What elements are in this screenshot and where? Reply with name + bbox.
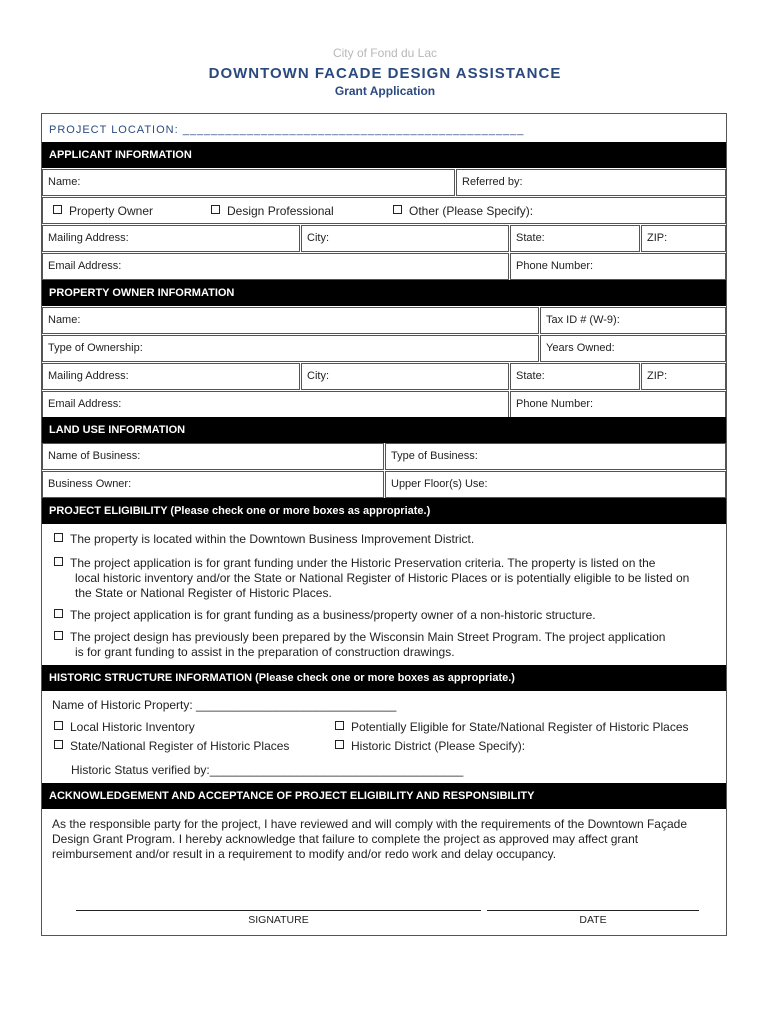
potentially-eligible-option[interactable]: Potentially Eligible for State/National Register of Historic Places — [335, 720, 689, 734]
owner-years-owned-field[interactable]: Years Owned: — [540, 335, 726, 362]
owner-zip-field[interactable]: ZIP: — [641, 363, 726, 390]
checkbox-icon — [54, 721, 63, 730]
owner-state-field[interactable]: State: — [510, 363, 640, 390]
applicant-email-field[interactable]: Email Address: — [42, 253, 509, 280]
checkbox-icon — [54, 533, 63, 542]
local-historic-inventory-option[interactable]: Local Historic Inventory — [54, 720, 195, 734]
applicant-name-field[interactable]: Name: — [42, 169, 455, 196]
applicant-referred-by-field[interactable]: Referred by: — [456, 169, 726, 196]
property-owner-option[interactable]: Property Owner — [53, 204, 153, 218]
historic-property-name-field[interactable]: Name of Historic Property: ______________________________ — [52, 698, 397, 712]
date-label: DATE — [579, 914, 607, 926]
checkbox-icon — [54, 609, 63, 618]
eligibility-section-header: PROJECT ELIGIBILITY (Please check one or more boxes as appropriate.) — [42, 498, 726, 524]
checkbox-icon — [53, 205, 62, 214]
project-location-field[interactable]: PROJECT LOCATION: ________________________________________________ — [49, 124, 525, 136]
grant-application-form — [41, 113, 727, 936]
city-name: City of Fond du Lac — [332, 46, 438, 60]
owner-name-field[interactable]: Name: — [42, 307, 539, 334]
form-subtitle: Grant Application — [334, 84, 436, 98]
checkbox-icon — [54, 557, 63, 566]
eligibility-item[interactable]: The project application is for grant funding under the Historic Preservation criteria. The property is listed on the local historic inventory and/or the State or National Register of Historic Places or is potentially eligible to be listed on the State or National Register of Historic Places. — [54, 556, 724, 601]
owner-ownership-type-field[interactable]: Type of Ownership: — [42, 335, 539, 362]
applicant-type-row — [42, 197, 726, 224]
form-title: DOWNTOWN FACADE DESIGN ASSISTANCE — [208, 65, 562, 82]
owner-email-field[interactable]: Email Address: — [42, 391, 509, 418]
owner-phone-field[interactable]: Phone Number: — [510, 391, 726, 418]
historic-status-verified-field[interactable]: Historic Status verified by:______________________________________ — [71, 763, 464, 777]
historic-section-header: HISTORIC STRUCTURE INFORMATION (Please check one or more boxes as appropriate.) — [42, 665, 726, 691]
eligibility-item[interactable]: The project design has previously been prepared by the Wisconsin Main Street Program. The project application is for grant funding to assist in the preparation of construction drawings. — [54, 630, 724, 660]
acknowledgement-section-header: ACKNOWLEDGEMENT AND ACCEPTANCE OF PROJECT ELIGIBILITY AND RESPONSIBILITY — [42, 783, 726, 809]
eligibility-item[interactable]: The property is located within the Downtown Business Improvement District. — [54, 532, 724, 547]
eligibility-item[interactable]: The project application is for grant funding as a business/property owner of a non-historic structure. — [54, 608, 724, 623]
applicant-phone-field[interactable]: Phone Number: — [510, 253, 726, 280]
checkbox-icon — [211, 205, 220, 214]
business-owner-field[interactable]: Business Owner: — [42, 471, 384, 498]
owner-tax-id-field[interactable]: Tax ID # (W-9): — [540, 307, 726, 334]
checkbox-icon — [54, 740, 63, 749]
applicant-state-field[interactable]: State: — [510, 225, 640, 252]
national-register-option[interactable]: State/National Register of Historic Places — [54, 739, 289, 753]
checkbox-icon — [393, 205, 402, 214]
upper-floor-use-field[interactable]: Upper Floor(s) Use: — [385, 471, 726, 498]
owner-section-header: PROPERTY OWNER INFORMATION — [42, 280, 726, 306]
signature-label: SIGNATURE — [248, 914, 309, 926]
applicant-city-field[interactable]: City: — [301, 225, 509, 252]
applicant-zip-field[interactable]: ZIP: — [641, 225, 726, 252]
acknowledgement-text: As the responsible party for the project, I have reviewed and will comply with the requirements of the Downtown Façade Design Grant Program. I hereby acknowledge that failure to complete the project as approved may affect grant reimbursement and/or result in a requirement to modify and/or redo work and delay occupancy. — [52, 817, 687, 861]
land-use-section-header: LAND USE INFORMATION — [42, 417, 726, 443]
signature-line[interactable] — [76, 910, 481, 911]
applicant-section-header: APPLICANT INFORMATION — [42, 142, 726, 168]
checkbox-icon — [335, 721, 344, 730]
checkbox-icon — [54, 631, 63, 640]
design-professional-option[interactable]: Design Professional — [211, 204, 334, 218]
other-option[interactable]: Other (Please Specify): — [393, 204, 533, 218]
business-type-field[interactable]: Type of Business: — [385, 443, 726, 470]
date-line[interactable] — [487, 910, 699, 911]
applicant-mailing-field[interactable]: Mailing Address: — [42, 225, 300, 252]
checkbox-icon — [335, 740, 344, 749]
owner-city-field[interactable]: City: — [301, 363, 509, 390]
historic-district-option[interactable]: Historic District (Please Specify): — [335, 739, 525, 753]
owner-mailing-field[interactable]: Mailing Address: — [42, 363, 300, 390]
business-name-field[interactable]: Name of Business: — [42, 443, 384, 470]
